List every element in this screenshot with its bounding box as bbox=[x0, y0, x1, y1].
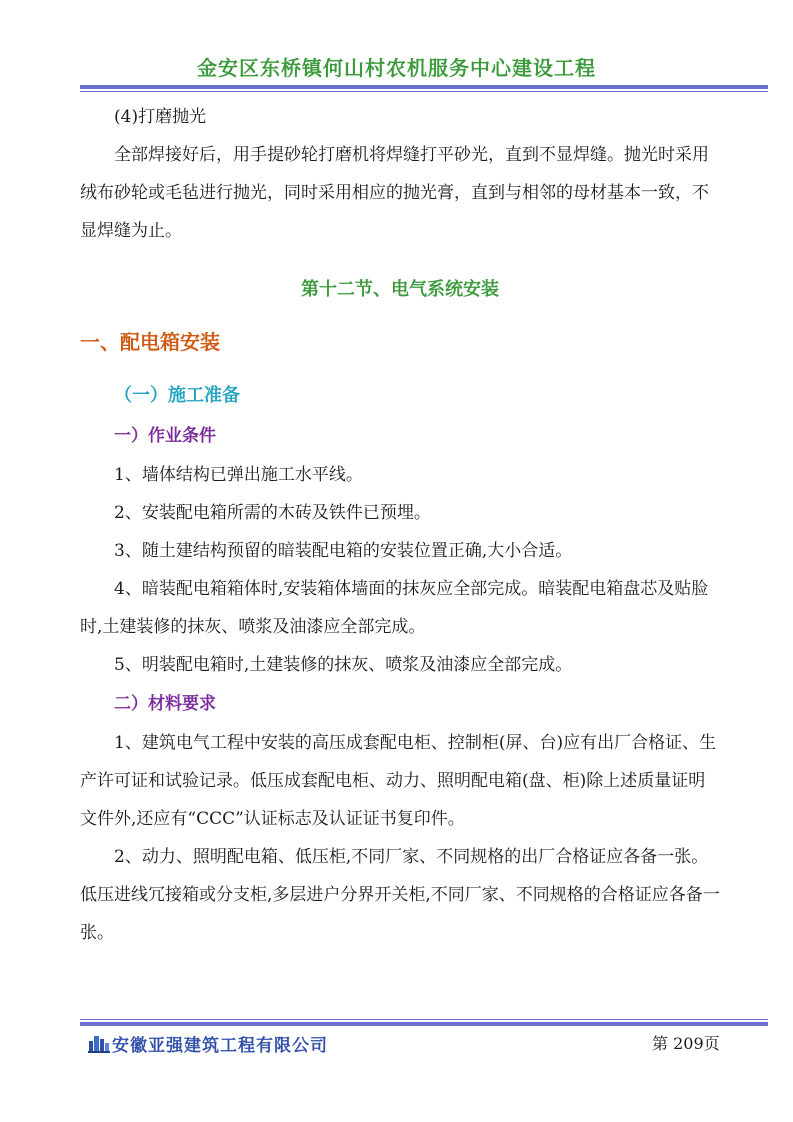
header-rule-thin bbox=[80, 91, 768, 92]
footer-rule-thick bbox=[80, 1022, 768, 1026]
list-item: 2、动力、照明配电箱、低压柜,不同厂家、不同规格的出厂合格证应各备一张。低压进线冗接箱或分支柜,多层进户分界开关柜,不同厂家、不同规格的合格证应各备一张。 bbox=[80, 847, 720, 943]
page-body bbox=[80, 98, 720, 952]
footer-company-name: 安徽亚强建筑工程有限公司 bbox=[112, 1036, 328, 1056]
heading-level-2: （一）施工准备 bbox=[114, 385, 240, 406]
header-rule-thick bbox=[80, 85, 768, 89]
page-number: 第 209页 bbox=[652, 1034, 720, 1053]
list-item: 5、明装配电箱时,土建装修的抹灰、喷浆及油漆应全部完成。 bbox=[114, 655, 573, 675]
list-item: 1、墙体结构已弹出施工水平线。 bbox=[114, 465, 363, 485]
heading-level-1: 一、配电箱安装 bbox=[80, 330, 220, 354]
company-logo-icon bbox=[88, 1033, 110, 1053]
list-item: 1、建筑电气工程中安装的高压成套配电柜、控制柜(屏、台)应有出厂合格证、生产许可证和试验记录。低压成套配电柜、动力、照明配电箱(盘、柜)除上述质量证明文件外,还应有“CCC”认证标志及认证证书复印件。 bbox=[80, 733, 717, 829]
list-item: 4、暗装配电箱箱体时,安装箱体墙面的抹灰应全部完成。暗装配电箱盘芯及贴脸时,土建装修的抹灰、喷浆及油漆应全部完成。 bbox=[80, 579, 709, 637]
footer-rule-thin bbox=[80, 1019, 768, 1020]
header-title: 金安区东桥镇何山村农机服务中心建设工程 bbox=[197, 56, 596, 80]
list-item: 2、安装配电箱所需的木砖及铁件已预埋。 bbox=[114, 503, 431, 523]
list-item: 3、随土建结构预留的暗装配电箱的安装位置正确,大小合适。 bbox=[114, 541, 573, 561]
paragraph-polishing: 全部焊接好后，用手提砂轮打磨机将焊缝打平砂光，直到不显焊缝。抛光时采用绒布砂轮或毛毡进行抛光，同时采用相应的抛光膏，直到与相邻的母材基本一致，不显焊缝为止。 bbox=[80, 145, 709, 241]
heading-work-conditions: 一）作业条件 bbox=[114, 426, 216, 446]
section-title: 第十二节、电气系统安装 bbox=[301, 279, 499, 300]
subheading-polishing: (4)打磨抛光 bbox=[114, 107, 207, 127]
heading-material-requirements: 二）材料要求 bbox=[114, 694, 216, 714]
